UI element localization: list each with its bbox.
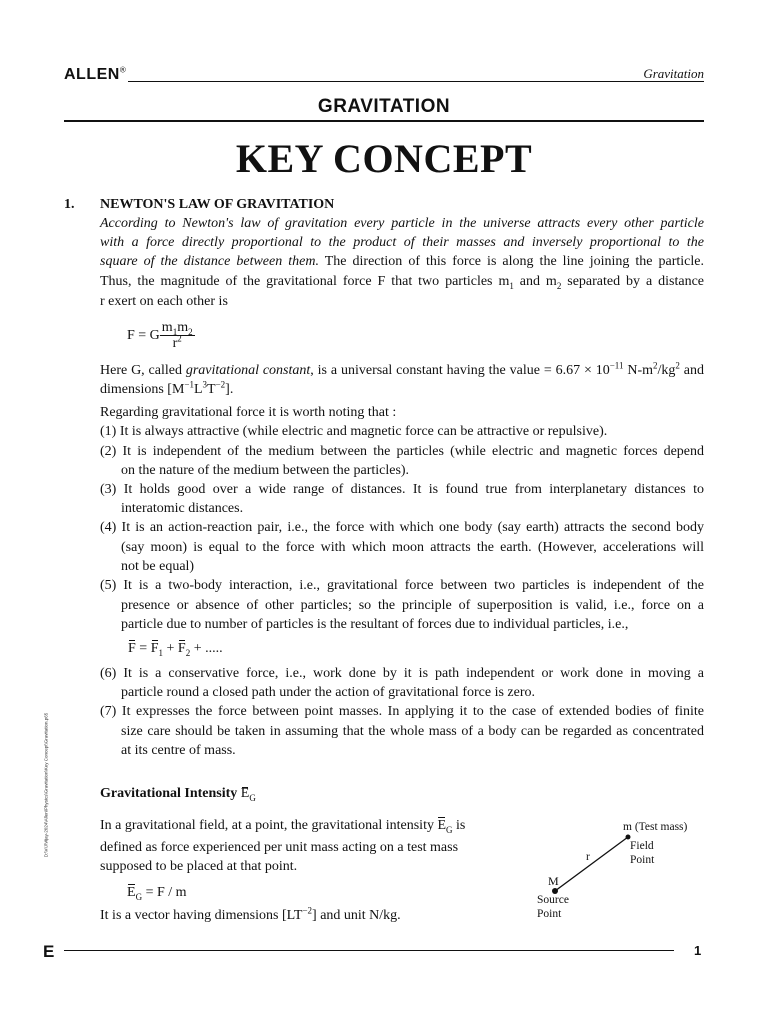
point-2-line-1: (2) It is independent of the medium between the particles (while electric and magnetic forces depend xyxy=(100,444,704,459)
section-number: 1. xyxy=(64,197,75,212)
point-4-line-2: (say moon) is equal to the force with which moon attracts the earth. (However, accelerations will xyxy=(121,540,704,555)
intensity-line-3: supposed to be placed at that point. xyxy=(100,859,298,874)
chapter-title: GRAVITATION xyxy=(317,96,451,117)
intro-line-1: According to Newton's law of gravitation every particle in the universe attracts every other particle xyxy=(100,216,704,231)
intensity-title: Gravitational Intensity $E_G$ xyxy=(100,786,256,803)
point-1: (1) It is always attractive (while electric and magnetic force can be attractive or repulsive). xyxy=(100,424,608,439)
point-6-line-1: (6) It is a conservative force, i.e., work done by it is path independent or work done in moving a xyxy=(100,666,704,681)
main-heading: KEY CONCEPT xyxy=(235,136,533,181)
source-mass-label: M xyxy=(548,874,559,888)
magnitude-line: Thus, the magnitude of the gravitational force F that two particles $m_1$ and $m_2$ separated by a distance xyxy=(100,274,705,291)
intro-line-2: with a force directly proportional to the product of their masses and inversely proportional to the xyxy=(100,235,704,250)
noting-line: Regarding gravitational force it is worth noting that : xyxy=(100,405,397,420)
source-point-label: Point xyxy=(537,908,562,920)
section-title: NEWTON'S LAW OF GRAVITATION xyxy=(100,197,335,212)
test-mass-label: m (Test mass) xyxy=(623,821,688,833)
point-7-line-2: size care should be taken in assuming that the whole mass of a body can be regarded as concentrated xyxy=(121,724,704,739)
point-6-line-2: particle round a closed path under the action of gravitational force is zero. xyxy=(121,685,535,700)
distance-line xyxy=(555,837,628,891)
intensity-line-2: defined as force experienced per unit mass acting on a test mass xyxy=(100,840,459,855)
field-point-label: Point xyxy=(630,854,655,866)
point-4-line-1: (4) It is an action-reaction pair, i.e., the force with which one body (say earth) attracts the second body xyxy=(100,520,704,535)
field-label: Field xyxy=(630,840,654,852)
r-label: r xyxy=(586,851,590,863)
intensity-formula: $E_G = F / m$ xyxy=(127,885,187,902)
point-4-line-3: not be equal) xyxy=(121,559,195,574)
point-3-line-1: (3) It holds good over a wide range of distances. It is found true from interplanetary distances to xyxy=(100,482,704,497)
g-constant-line: Here G, called gravitational constant, is a universal constant having the value = $6.67 \times 10^{-11}$ $N-m^2/kg^2$ and xyxy=(100,360,705,378)
source-label: Source xyxy=(537,894,569,906)
point-7-line-3: at its centre of mass. xyxy=(121,743,236,758)
point-7-line-1: (7) It expresses the force between point masses. In applying it to the case of extended bodies of finite xyxy=(100,704,704,719)
chapter-rule xyxy=(64,120,704,122)
point-5-line-3: particle due to number of particles is the resultant of forces due to individual particles, i.e., xyxy=(121,617,629,632)
point-5-line-1: (5) It is a two-body interaction, i.e., gravitational force between two particles is independent of the xyxy=(100,578,704,593)
intensity-line-1: In a gravitational field, at a point, the gravitational intensity $E_G$ is xyxy=(100,818,466,835)
newton-formula: F = G $\frac{m_1m_2}{r^2}$ xyxy=(127,320,193,351)
point-3-line-2: interatomic distances. xyxy=(121,501,244,516)
intro-line-3: square of the distance between them. The direction of this force is along the line joining the particle. xyxy=(100,254,705,269)
footer-letter: E xyxy=(43,942,55,961)
magnitude-line-2: r exert on each other is xyxy=(100,294,228,309)
allen-logo: ALLEN® xyxy=(64,65,127,83)
running-title: Gravitation xyxy=(643,66,704,81)
dimensions-line: dimensions $[M^{-1}L^3T^{-2}]$. xyxy=(100,379,234,397)
header-rule xyxy=(128,81,704,82)
superposition-formula: $F = F_1 + F_2$ + ..... xyxy=(128,641,223,658)
side-file-path: D:\VIJ\Vijay-2024\Allen\Physics\Gravitation\Key Concept\Gravitation.p65 xyxy=(43,712,49,858)
footer-rule xyxy=(64,950,674,951)
point-5-line-2: presence or absence of other particles; so the principle of superposition is valid, i.e., force on a xyxy=(121,598,704,613)
page-number: 1 xyxy=(694,943,702,958)
intensity-vector-line: It is a vector having dimensions $[LT^{-2}]$ and unit N/kg. xyxy=(100,905,401,923)
point-2-line-2: on the nature of the medium between the particles). xyxy=(121,463,410,478)
test-mass-dot xyxy=(626,835,631,840)
